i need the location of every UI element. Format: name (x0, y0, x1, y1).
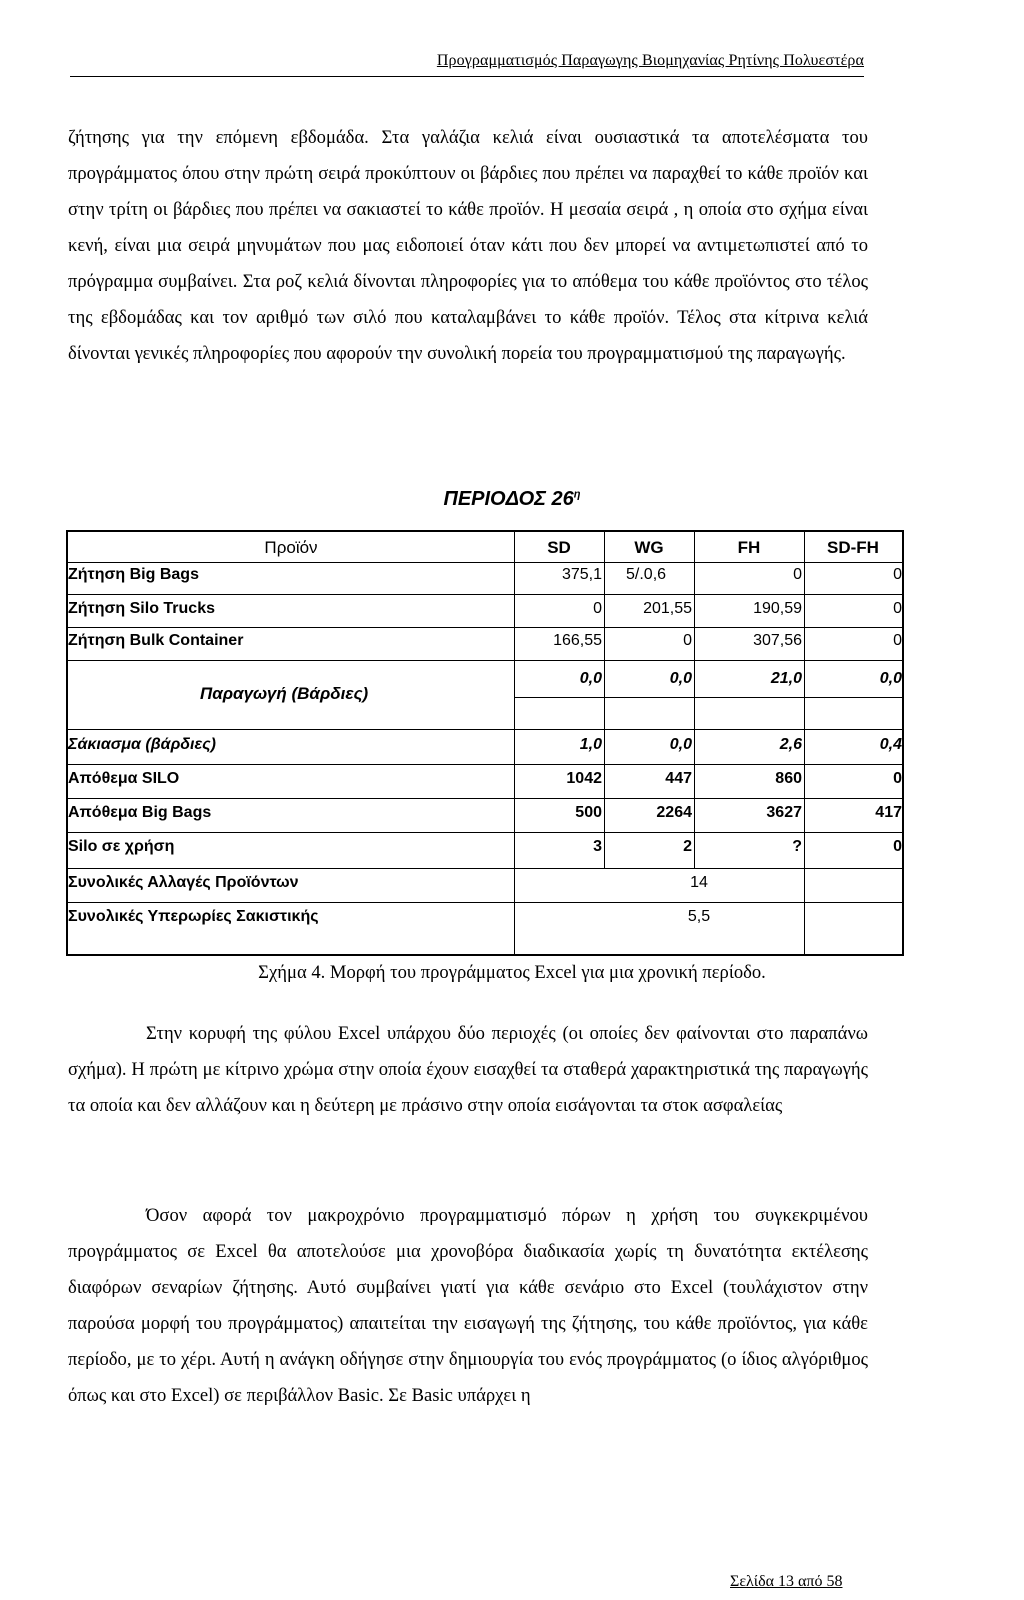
paragraph-excel-areas: Στην κορυφή της φύλου Excel υπάρχου δύο περιοχές (οι οποίες δεν φαίνονται στο παραπάνω σχήμα). Η πρώτη με κίτρινο χρώμα στην οποία έχουν εισαχθεί τα σταθερά χαρακτηριστικά της παραγωγής τα οποία και δεν αλλάζουν και η δεύτερη με πράσινο στην οποία εισάγονται τα στοκ ασφαλείας (68, 1023, 868, 1116)
table-cell: 447 (665, 770, 692, 787)
summary-value: 5,5 (687, 908, 711, 925)
table-cell: 166,55 (553, 632, 602, 649)
row-label: Silo σε χρήση (68, 838, 175, 855)
header-rule (70, 76, 864, 77)
grid-line (68, 729, 902, 730)
table-cell: 190,59 (753, 600, 802, 617)
table-title (0, 488, 1024, 511)
header-product: Προϊόν (264, 538, 318, 557)
table-cell: 0 (893, 838, 902, 855)
row-label: Ζήτηση Big Bags (68, 566, 199, 583)
grid-line (68, 764, 902, 765)
table-cell: 3 (593, 838, 602, 855)
table-cell: 0 (893, 770, 902, 787)
header-col-sdfh: SD-FH (827, 538, 879, 557)
table-cell: 2 (683, 838, 692, 855)
summary-value: 14 (690, 874, 708, 891)
table-cell: 5/.0,6 (626, 566, 667, 583)
running-header: Προγραμματισμός Παραγωγης Βιομηχανίας Ρητίνης Πολυεστέρα (436, 52, 864, 69)
table-cell: 0,0 (579, 670, 602, 687)
table-cell: 1,0 (579, 736, 602, 753)
grid-line (68, 660, 902, 661)
grid-line (514, 532, 515, 868)
table-cell: 860 (775, 770, 802, 787)
table-title-text: ΠΕΡΙΟΔΟΣ 26 (443, 488, 574, 510)
grid-line (68, 902, 902, 903)
table-title-superscript: η (573, 488, 581, 501)
grid-line (694, 532, 695, 868)
grid-line (514, 697, 902, 698)
excel-table (66, 530, 904, 956)
grid-line (68, 798, 902, 799)
grid-line (68, 594, 902, 595)
figure-caption: Σχήμα 4. Μορφή του προγράμματος Excel για μια χρονική περίοδο. (258, 962, 766, 983)
grid-line (804, 868, 805, 954)
table-cell: 375,1 (561, 566, 602, 583)
page-number: Σελίδα 13 από 58 (730, 1573, 843, 1590)
row-label: Παραγωγή (Βάρδιες) (200, 684, 369, 703)
row-label: Απόθεμα Big Bags (68, 804, 212, 821)
grid-line (68, 562, 902, 563)
table-cell: 0,4 (879, 736, 902, 753)
table-cell: 2,6 (779, 736, 802, 753)
summary-label: Συνολικές Υπερωρίες Σακιστικής (68, 908, 319, 925)
table-cell: 500 (575, 804, 602, 821)
table-cell: ? (792, 838, 802, 855)
paragraph-long-term-planning: Όσον αφορά τον μακροχρόνιο προγραμματισμό πόρων η χρήση του συγκεκριμένου προγράμματος σε Excel θα αποτελούσε μια χρονοβόρα διαδικασία χωρίς τη δυνατότητα εκτέλεσης διαφόρων σεναρίων ζήτησης. Αυτό συμβαίνει γιατί για κάθε σενάριο στο Excel (τουλάχιστον στην παρούσα μορφή του προγράμματος) απαιτείται την εισαγωγή της ζήτησης, του κάθε προϊόντος, για κάθε περίοδο, με το χέρι. Αυτή η ανάγκη οδήγησε στην δημιουργία του ενός προγράμματος (ο ίδιος αλγόριθμος όπως και στο Excel) σε περιβάλλον Basic. Σε Basic υπάρχει η (68, 1205, 868, 1406)
row-label: Σάκιασμα (βάρδιες) (68, 736, 216, 753)
table-cell: 0 (893, 566, 902, 583)
table-cell: 0,0 (879, 670, 902, 687)
table-cell: 0 (893, 632, 902, 649)
paragraph-intro: ζήτησης για την επόμενη εβδομάδα. Στα γαλάζια κελιά είναι ουσιαστικά τα αποτελέσματα του προγράμματος όπου στην πρώτη σειρά προκύπτουν οι βάρδιες που πρέπει να παραχθεί το κάθε προϊόν και στην τρίτη οι βάρδιες που πρέπει να σακιαστεί το κάθε προϊόν. Η μεσαία σειρά , η οποία στο σχήμα είναι κενή, είναι μια σειρά μηνυμάτων που μας ειδοποιεί όταν κάτι που δεν μπορεί να αντιμετωπιστεί από το πρόγραμμα συμβαίνει. Στα ροζ κελιά δίνονται πληροφορίες για το απόθεμα του κάθε προϊόντος στο τέλος της εβδομάδας και τον αριθμό των σιλό που καταλαμβάνει το κάθε προϊόν. Τέλος στα κίτρινα κελιά δίνονται γενικές πληροφορίες που αφορούν την συνολική πορεία του προγραμματισμού της παραγωγής. (68, 127, 868, 364)
table-cell: 1042 (566, 770, 602, 787)
table-cell: 0 (683, 632, 692, 649)
summary-label: Συνολικές Αλλαγές Προϊόντων (68, 874, 299, 891)
row-label: Ζήτηση Silo Trucks (68, 600, 215, 617)
table-cell: 201,55 (643, 600, 692, 617)
row-label: Απόθεμα SILO (68, 770, 180, 787)
table-cell: 417 (875, 804, 902, 821)
table-cell: 0 (793, 566, 802, 583)
table-cell: 0 (893, 600, 902, 617)
table-cell: 2264 (656, 804, 692, 821)
grid-line (68, 868, 902, 869)
table-cell: 307,56 (753, 632, 802, 649)
table-cell: 0,0 (669, 736, 692, 753)
grid-line (804, 532, 805, 868)
grid-line (514, 868, 515, 954)
table-cell: 0,0 (669, 670, 692, 687)
header-col-fh: FH (737, 538, 761, 557)
table-cell: 0 (593, 600, 602, 617)
header-col-wg: WG (634, 538, 664, 557)
table-cell: 3627 (766, 804, 802, 821)
table-cell: 21,0 (770, 670, 802, 687)
grid-line (604, 532, 605, 868)
grid-line (68, 627, 902, 628)
row-label: Ζήτηση Bulk Container (68, 632, 244, 649)
grid-line (68, 832, 902, 833)
header-col-sd: SD (547, 538, 571, 557)
